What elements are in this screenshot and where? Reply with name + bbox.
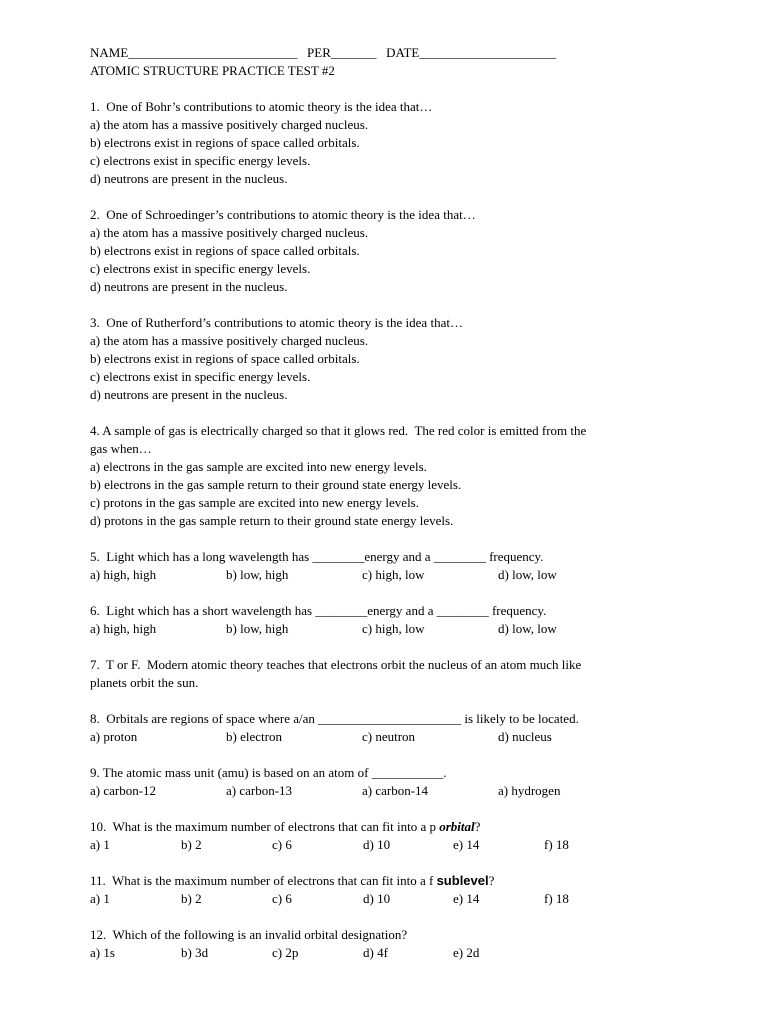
answer-option: e) 2d <box>453 945 480 960</box>
answer-option: b) electrons in the gas sample return to their ground state energy levels. <box>90 477 462 492</box>
answer-option: a) high, high <box>90 567 157 582</box>
answer-option: c) 6 <box>272 837 292 852</box>
question-mark: ? <box>474 819 481 834</box>
answer-row <box>90 836 690 854</box>
question-stem: 8. Orbitals are regions of space where a/an ______________________ is likely to be located. <box>90 711 579 726</box>
answer-option: c) high, low <box>362 567 425 582</box>
question-9 <box>90 764 690 800</box>
question-6 <box>90 602 690 638</box>
answer-option: a) hydrogen <box>498 783 561 798</box>
question-12 <box>90 926 690 962</box>
question-2 <box>90 206 690 296</box>
answer-option: a) the atom has a massive positively charged nucleus. <box>90 333 369 348</box>
answer-option: c) electrons exist in specific energy levels. <box>90 153 311 168</box>
answer-option: d) 10 <box>363 891 391 906</box>
answer-option: a) 1s <box>90 945 115 960</box>
answer-option: d) neutrons are present in the nucleus. <box>90 171 288 186</box>
answer-option: c) 6 <box>272 891 292 906</box>
emphasized-word: sublevel <box>436 873 489 888</box>
emphasized-word: orbital <box>439 819 475 834</box>
answer-option: e) 14 <box>453 837 480 852</box>
question-stem-continued: gas when… <box>90 441 152 456</box>
answer-option: c) high, low <box>362 621 425 636</box>
answer-row <box>90 782 690 800</box>
answer-option: d) neutrons are present in the nucleus. <box>90 387 288 402</box>
answer-option: d) low, low <box>498 621 557 636</box>
answer-option: b) electrons exist in regions of space called orbitals. <box>90 243 360 258</box>
answer-option: c) protons in the gas sample are excited into new energy levels. <box>90 495 419 510</box>
question-3 <box>90 314 690 404</box>
question-stem <box>90 872 690 890</box>
question-stem: 6. Light which has a short wavelength has ________energy and a ________ frequency. <box>90 603 547 618</box>
answer-row <box>90 566 690 584</box>
question-7 <box>90 656 690 692</box>
name-period-date-line: NAME__________________________ PER_______ DATE_____________________ <box>90 45 556 60</box>
question-stem: 9. The atomic mass unit (amu) is based on an atom of ___________. <box>90 765 447 780</box>
question-1 <box>90 98 690 188</box>
answer-option: f) 18 <box>544 837 569 852</box>
answer-option: a) 1 <box>90 837 110 852</box>
answer-row <box>90 728 690 746</box>
answer-option: d) 10 <box>363 837 391 852</box>
question-mark: ? <box>488 873 495 888</box>
question-11 <box>90 872 690 908</box>
answer-row <box>90 620 690 638</box>
question-stem: 3. One of Rutherford’s contributions to atomic theory is the idea that… <box>90 315 463 330</box>
answer-option: b) 2 <box>181 891 202 906</box>
answer-option: d) protons in the gas sample return to their ground state energy levels. <box>90 513 454 528</box>
answer-option: d) low, low <box>498 567 557 582</box>
answer-option: b) electrons exist in regions of space called orbitals. <box>90 135 360 150</box>
question-stem: 12. Which of the following is an invalid orbital designation? <box>90 927 408 942</box>
answer-option: b) 2 <box>181 837 202 852</box>
answer-option: a) the atom has a massive positively charged nucleus. <box>90 117 369 132</box>
question-stem: 1. One of Bohr’s contributions to atomic theory is the idea that… <box>90 99 433 114</box>
test-title: ATOMIC STRUCTURE PRACTICE TEST #2 <box>90 63 335 78</box>
question-4 <box>90 422 690 530</box>
answer-option: c) neutron <box>362 729 416 744</box>
answer-option: a) proton <box>90 729 138 744</box>
worksheet-page <box>90 44 690 962</box>
answer-row <box>90 944 690 962</box>
question-stem: 7. T or F. Modern atomic theory teaches that electrons orbit the nucleus of an atom much like <box>90 657 582 672</box>
answer-option: a) the atom has a massive positively charged nucleus. <box>90 225 369 240</box>
answer-option: c) electrons exist in specific energy levels. <box>90 261 311 276</box>
question-stem: 5. Light which has a long wavelength has ________energy and a ________ frequency. <box>90 549 544 564</box>
question-5 <box>90 548 690 584</box>
answer-option: a) high, high <box>90 621 157 636</box>
answer-option: d) 4f <box>363 945 388 960</box>
answer-option: a) carbon-12 <box>90 783 157 798</box>
answer-option: b) low, high <box>226 621 289 636</box>
answer-option: a) 1 <box>90 891 110 906</box>
answer-option: a) electrons in the gas sample are excited into new energy levels. <box>90 459 427 474</box>
question-stem: 2. One of Schroedinger’s contributions to atomic theory is the idea that… <box>90 207 476 222</box>
question-stem-text: 11. What is the maximum number of electrons that can fit into a f <box>90 873 437 888</box>
answer-option: d) neutrons are present in the nucleus. <box>90 279 288 294</box>
answer-option: e) 14 <box>453 891 480 906</box>
answer-option: b) electrons exist in regions of space called orbitals. <box>90 351 360 366</box>
answer-row <box>90 890 690 908</box>
answer-option: c) 2p <box>272 945 299 960</box>
question-stem-text: 10. What is the maximum number of electrons that can fit into a p <box>90 819 440 834</box>
answer-option: b) low, high <box>226 567 289 582</box>
answer-option: b) electron <box>226 729 282 744</box>
answer-option: d) nucleus <box>498 729 552 744</box>
question-8 <box>90 710 690 746</box>
question-stem-continued: planets orbit the sun. <box>90 675 199 690</box>
question-stem: 4. A sample of gas is electrically charged so that it glows red. The red color is emitted from the <box>90 423 587 438</box>
answer-option: a) carbon-14 <box>362 783 429 798</box>
question-stem <box>90 818 690 836</box>
answer-option: b) 3d <box>181 945 209 960</box>
answer-option: a) carbon-13 <box>226 783 293 798</box>
answer-option: c) electrons exist in specific energy levels. <box>90 369 311 384</box>
answer-option: f) 18 <box>544 891 569 906</box>
question-10 <box>90 818 690 854</box>
